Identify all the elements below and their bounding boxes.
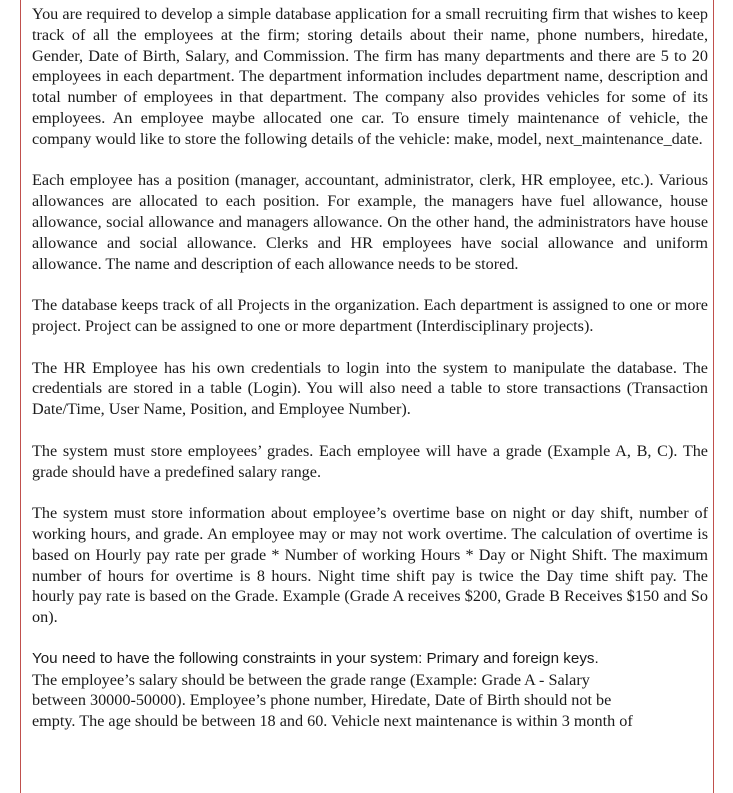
page-margin-line-left xyxy=(20,0,21,793)
paragraph-projects: The database keeps track of all Projects in the organization. Each department is assigned to one or more project. Project can be assigned to one or more department (Interdisciplinary projects). xyxy=(32,296,708,335)
document-body xyxy=(32,4,708,732)
paragraph-overtime: The system must store information about employee’s overtime base on night or day shift, number of working hours, and grade. An employee may or may not work overtime. The calculation of overtime is based on Hourly pay rate per grade * Number of working Hours * Day or Night Shift. The maximum number of hours for overtime is 8 hours. Night time shift pay is twice the Day time shift pay. The hourly pay rate is based on the Grade. Example (Grade A receives $200, Grade B Receives $150 and So on). xyxy=(32,504,708,627)
constraints-line-1: You need to have the following constraints in your system: Primary and foreign keys. xyxy=(32,649,599,667)
paragraph-constraints xyxy=(32,649,708,732)
paragraph-grades: The system must store employees’ grades. Each employee will have a grade (Example A, B, C). The grade should have a predefined salary range. xyxy=(32,441,708,481)
page-margin-line-right xyxy=(713,0,714,793)
constraints-line-2: The employee’s salary should be between the grade range (Example: Grade A - Salary xyxy=(32,670,590,689)
constraints-line-3: between 30000-50000). Employee’s phone number, Hiredate, Date of Birth should not be xyxy=(32,691,612,710)
paragraph-firm-overview: You are required to develop a simple database application for a small recruiting firm that wishes to keep track of all the employees at the firm; storing details about their name, phone numbers, hiredate, Gender, Date of Birth, Salary, and Commission. The firm has many departments and there are 5 to 20 employees in each department. The department information includes department name, description and total number of employees in that department. The company also provides vehicles for some of its employees. An employee maybe allocated one car. To ensure timely maintenance of vehicle, the company would like to store the following details of the vehicle: make, model, next_maintenance_date. xyxy=(32,5,708,148)
paragraph-hr-login: The HR Employee has his own credentials to login into the system to manipulate the database. The credentials are stored in a table (Login). You will also need a table to store transactions (Transaction Date/Time, User Name, Position, and Employee Number). xyxy=(32,358,708,419)
paragraph-positions-allowances: Each employee has a position (manager, accountant, administrator, clerk, HR employee, etc.). Various allowances are allocated to each position. For example, the managers have fuel allowance, house allowance, social allowance and managers allowance. On the other hand, the administrators have house allowance and social allowance. Clerks and HR employees have social allowance and uniform allowance. The name and description of each allowance needs to be stored. xyxy=(32,171,708,273)
constraints-line-4: empty. The age should be between 18 and 60. Vehicle next maintenance is within 3 month of xyxy=(32,712,633,731)
